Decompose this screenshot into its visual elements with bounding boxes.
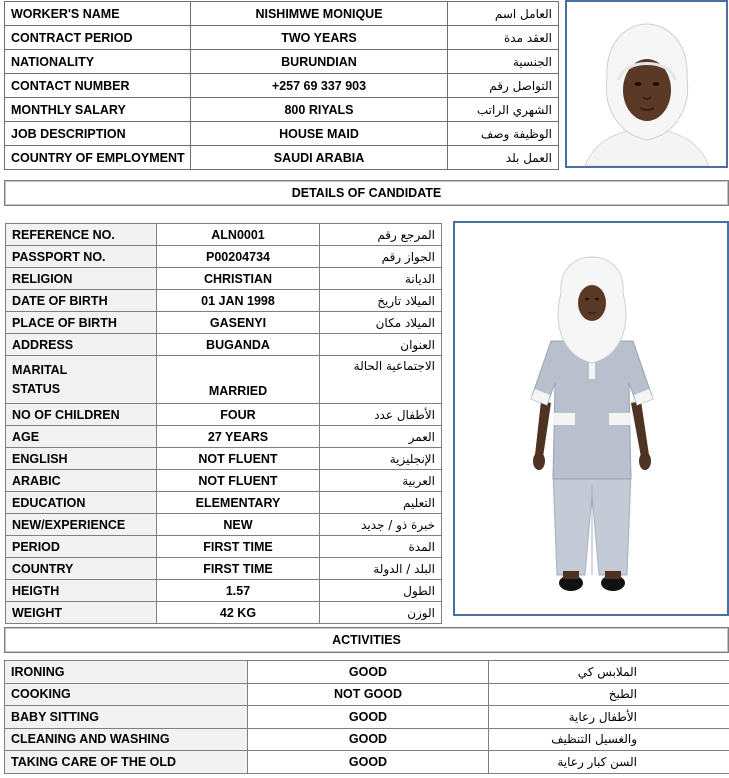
row-label: NEW/EXPERIENCE xyxy=(6,514,157,536)
row-label: RELIGION xyxy=(6,268,157,290)
table-row xyxy=(5,661,729,684)
row-label: WORKER'S NAME xyxy=(5,2,191,26)
row-value: +257 69 337 903 xyxy=(191,74,448,98)
table-row xyxy=(6,268,442,290)
row-label: PLACE OF BIRTH xyxy=(6,312,157,334)
row-arabic: العامل اسم xyxy=(448,2,559,26)
row-value: P00204734 xyxy=(157,246,320,268)
candidate-details-table xyxy=(5,223,442,624)
row-value: 42 KG xyxy=(157,602,320,624)
row-value: BURUNDIAN xyxy=(191,50,448,74)
row-label: BABY SITTING xyxy=(5,706,248,729)
row-label: ADDRESS xyxy=(6,334,157,356)
row-arabic: المدة xyxy=(320,536,442,558)
table-row xyxy=(6,356,442,404)
table-row xyxy=(6,558,442,580)
row-value: NOT GOOD xyxy=(248,683,489,706)
full-body-photo xyxy=(453,221,729,616)
row-value: FIRST TIME xyxy=(157,536,320,558)
row-arabic: الطبخ xyxy=(489,683,729,706)
row-label: CONTRACT PERIOD xyxy=(5,26,191,50)
row-arabic: الأطفال عدد xyxy=(320,404,442,426)
row-value: ELEMENTARY xyxy=(157,492,320,514)
full-body-photo-image xyxy=(455,223,727,614)
table-row xyxy=(6,224,442,246)
row-value: CHRISTIAN xyxy=(157,268,320,290)
table-row xyxy=(5,683,729,706)
row-arabic: الوزن xyxy=(320,602,442,624)
row-label: DATE OF BIRTH xyxy=(6,290,157,312)
row-value: BUGANDA xyxy=(157,334,320,356)
row-label: NO OF CHILDREN xyxy=(6,404,157,426)
row-arabic: الوظيفة وصف xyxy=(448,122,559,146)
row-label: COUNTRY OF EMPLOYMENT xyxy=(5,146,191,170)
table-row xyxy=(5,26,559,50)
row-arabic: العربية xyxy=(320,470,442,492)
row-label: MONTHLY SALARY xyxy=(5,98,191,122)
row-value: FIRST TIME xyxy=(157,558,320,580)
row-arabic: الملابس كي xyxy=(489,661,729,684)
table-row xyxy=(6,536,442,558)
marital-label-line1: MARITAL xyxy=(12,362,68,377)
table-row xyxy=(6,290,442,312)
row-value: NISHIMWE MONIQUE xyxy=(191,2,448,26)
row-value: 01 JAN 1998 xyxy=(157,290,320,312)
worker-summary-table xyxy=(4,1,559,170)
table-row xyxy=(5,122,559,146)
row-arabic: الأطفال رعاية xyxy=(489,706,729,729)
passport-photo xyxy=(565,0,728,168)
table-row xyxy=(6,470,442,492)
table-row xyxy=(6,404,442,426)
table-row xyxy=(5,706,729,729)
row-value: MARRIED xyxy=(157,356,320,404)
row-label: JOB DESCRIPTION xyxy=(5,122,191,146)
row-label: CONTACT NUMBER xyxy=(5,74,191,98)
row-arabic: خبرة ذو / جديد xyxy=(320,514,442,536)
row-label: NATIONALITY xyxy=(5,50,191,74)
table-row xyxy=(6,580,442,602)
row-arabic: البلد / الدولة xyxy=(320,558,442,580)
row-value: 27 YEARS xyxy=(157,426,320,448)
row-label: ENGLISH xyxy=(6,448,157,470)
row-arabic: الميلاد تاريخ xyxy=(320,290,442,312)
row-value: ALN0001 xyxy=(157,224,320,246)
row-arabic: الطول xyxy=(320,580,442,602)
row-label: PASSPORT NO. xyxy=(6,246,157,268)
table-row xyxy=(6,312,442,334)
row-value: TWO YEARS xyxy=(191,26,448,50)
row-arabic: الإنجليزية xyxy=(320,448,442,470)
table-row xyxy=(5,50,559,74)
table-row xyxy=(6,426,442,448)
row-label xyxy=(6,356,157,404)
row-label: TAKING CARE OF THE OLD xyxy=(5,751,248,774)
row-label: REFERENCE NO. xyxy=(6,224,157,246)
row-arabic: الجواز رقم xyxy=(320,246,442,268)
row-value: GOOD xyxy=(248,706,489,729)
row-label: AGE xyxy=(6,426,157,448)
table-row xyxy=(6,602,442,624)
row-arabic: التعليم xyxy=(320,492,442,514)
row-value: HOUSE MAID xyxy=(191,122,448,146)
marital-label-line2: STATUS xyxy=(12,381,61,396)
row-value: FOUR xyxy=(157,404,320,426)
row-label: EDUCATION xyxy=(6,492,157,514)
row-value: NEW xyxy=(157,514,320,536)
row-value: GOOD xyxy=(248,661,489,684)
table-row xyxy=(5,2,559,26)
table-row xyxy=(5,751,729,774)
row-label: WEIGHT xyxy=(6,602,157,624)
row-arabic: العمر xyxy=(320,426,442,448)
row-arabic: التواصل رقم xyxy=(448,74,559,98)
row-value: GOOD xyxy=(248,728,489,751)
activities-table xyxy=(4,660,729,774)
row-label: IRONING xyxy=(5,661,248,684)
passport-photo-image xyxy=(567,2,726,166)
table-row xyxy=(5,728,729,751)
row-arabic: المرجع رقم xyxy=(320,224,442,246)
row-value: GOOD xyxy=(248,751,489,774)
activities-section-title: ACTIVITIES xyxy=(4,627,729,653)
row-arabic: العمل بلد xyxy=(448,146,559,170)
table-row xyxy=(6,246,442,268)
table-row xyxy=(5,146,559,170)
row-label: COUNTRY xyxy=(6,558,157,580)
row-value: NOT FLUENT xyxy=(157,448,320,470)
row-value: 1.57 xyxy=(157,580,320,602)
row-label: ARABIC xyxy=(6,470,157,492)
row-arabic: الاجتماعية الحالة xyxy=(320,356,442,404)
row-arabic: السن كبار رعاية xyxy=(489,751,729,774)
table-row xyxy=(6,334,442,356)
row-arabic: العنوان xyxy=(320,334,442,356)
table-row xyxy=(6,492,442,514)
table-row xyxy=(6,448,442,470)
row-arabic: والغسيل التنظيف xyxy=(489,728,729,751)
table-row xyxy=(6,514,442,536)
row-value: 800 RIYALS xyxy=(191,98,448,122)
row-arabic: الديانة xyxy=(320,268,442,290)
table-row xyxy=(5,98,559,122)
table-row xyxy=(5,74,559,98)
row-value: SAUDI ARABIA xyxy=(191,146,448,170)
details-section-title: DETAILS OF CANDIDATE xyxy=(4,180,729,206)
row-arabic: الشهري الراتب xyxy=(448,98,559,122)
row-label: COOKING xyxy=(5,683,248,706)
row-arabic: العقد مدة xyxy=(448,26,559,50)
row-label: PERIOD xyxy=(6,536,157,558)
row-arabic: الجنسية xyxy=(448,50,559,74)
row-arabic: الميلاد مكان xyxy=(320,312,442,334)
row-value: GASENYI xyxy=(157,312,320,334)
row-label: HEIGTH xyxy=(6,580,157,602)
row-label: CLEANING AND WASHING xyxy=(5,728,248,751)
row-value: NOT FLUENT xyxy=(157,470,320,492)
